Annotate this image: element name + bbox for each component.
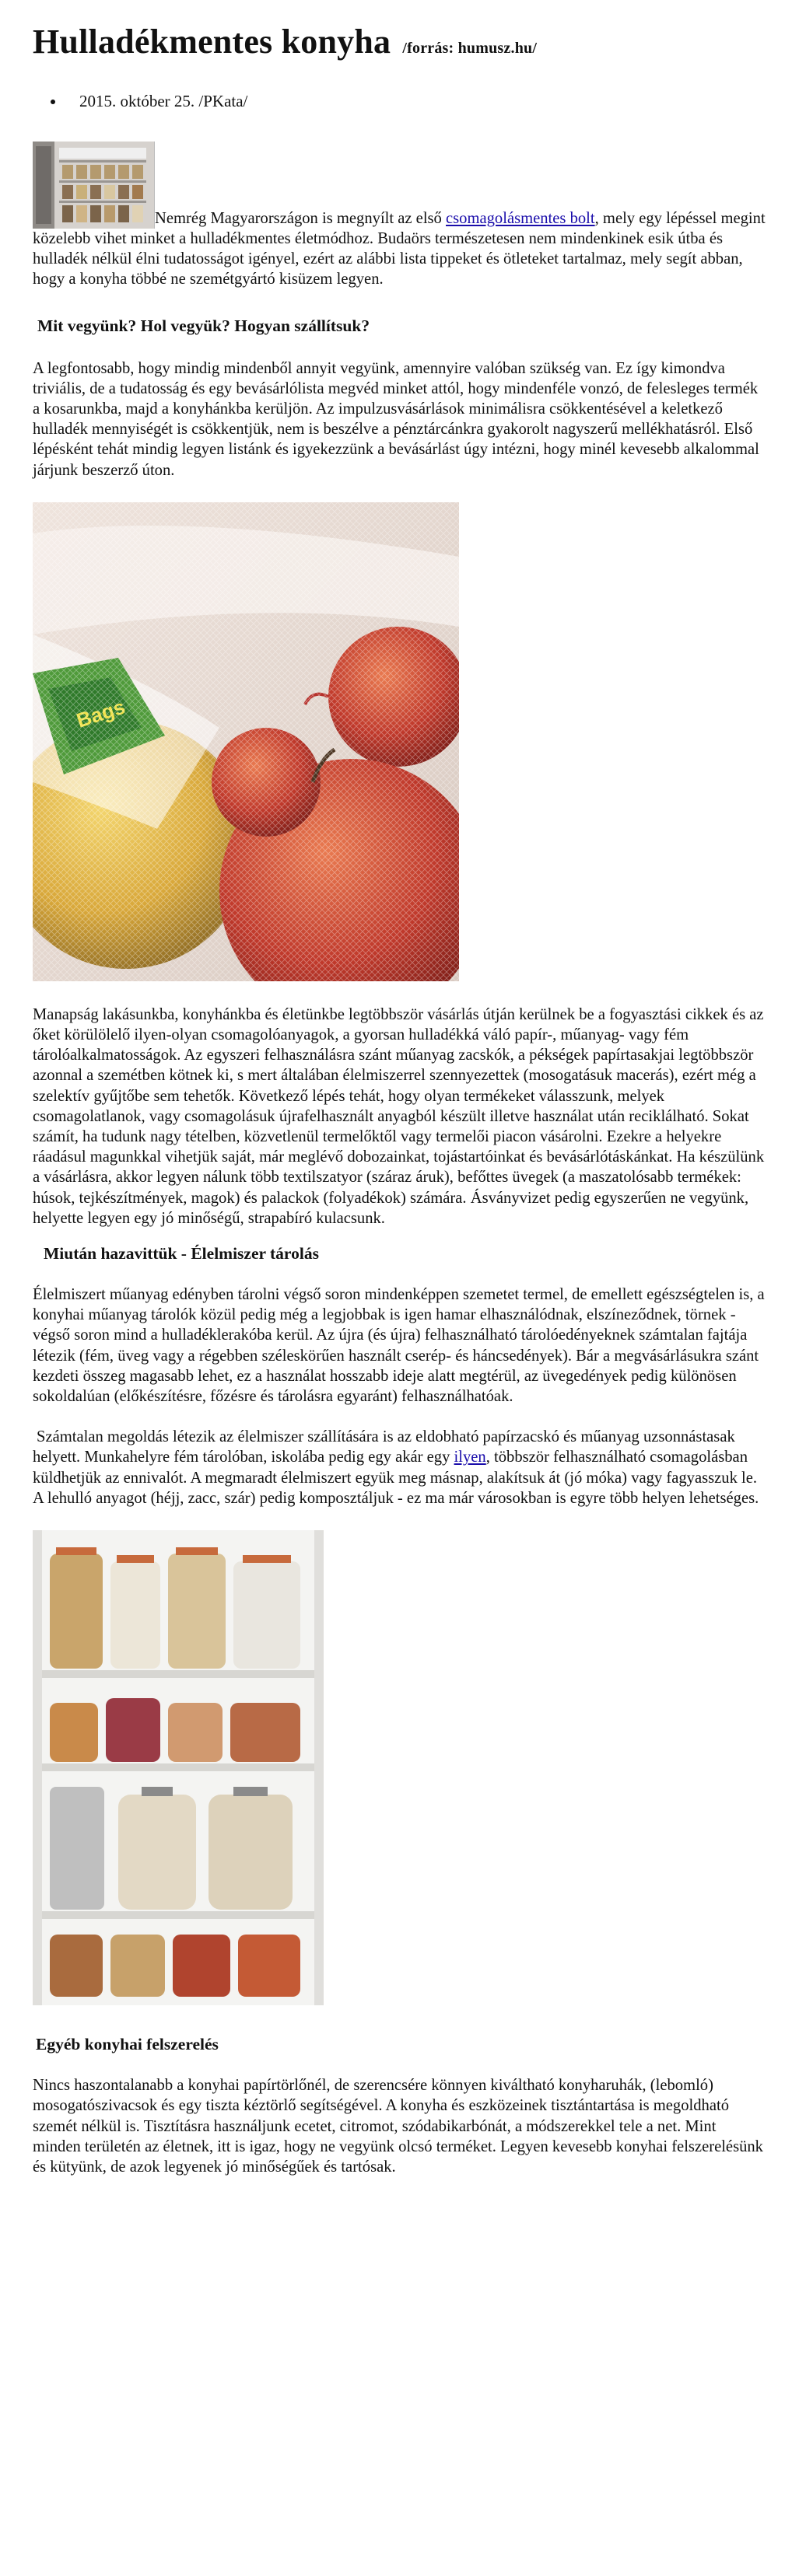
reusable-wrap-link[interactable]: ilyen [454, 1449, 486, 1466]
intro-text-after-link: , mely egy lépéssel megint közelebb vihet minket a hulladékmentes életmódhoz. Budaörs természetesen nem mindenkinek esik útba és hulladék nélkül élni tudatosságot igényel, ezért az alábbi lista tippeket és ötleteket tartalmaz, mely segít abban, hogy a konyha többé ne szemétgyártó kisüzem legyen. [33, 209, 766, 288]
apples-in-mesh-bag-image [33, 502, 459, 981]
section-heading-equipment: Egyéb konyhai felszerelés [36, 2035, 219, 2054]
package-free-shop-link[interactable]: csomagolásmentes bolt [446, 209, 595, 227]
equipment-paragraph-1: Nincs haszontalanabb a konyhai papírtörlőnél, de szerencsére könnyen kiváltható konyharuhák, (lebomló) mosogatószivacsok és egy tiszta kéztörlő segítségével. A konyha és eszközeinek tisztántartása is megoldható szemét nélkül is. Tisztításra használjunk ecetet, citromot, szódabikarbónát, a módszerekkel tele a net. Mint minden területén az életnek, itt is igaz, hogy ne vegyünk olcsó terméket. Legyen kevesebb konyhai felszerelésünk és kütyünk, de azok legyenek jó minőségűek és tartósak. [33, 2077, 763, 2176]
section-heading-storage: Miután hazavittük - Élelmiszer tárolás [44, 1244, 319, 1264]
jar-row-4 [50, 1935, 300, 1997]
storage-paragraph-1: Élelmiszert műanyag edényben tárolni végső soron mindenképpen szemetet termel, de emellett egészségtelen is, a konyhai műanyag tárolók közül pedig még a legjobbak is igen hamar elhasználódnak, elszíneződnek, törnek - végső soron mind a hulladéklerakóba kerül. Az újra (és újra) felhasználható tárolóedényeknek számtalan fajtája létezik (fém, üveg vagy a régebben széleskörűen használt cserép- és háncsedények). Bár a megvásárlásukra szánt kezdeti összeg magasabb lehet, ez a használat hosszabb ideje alatt megtérül, az üvegedények pedig különösen sokoldalúan (előkészítésre, főzésre és tárolásra egyaránt) felhasználhatóak. [33, 1286, 765, 1406]
article-title [33, 20, 766, 70]
article-title-text: Hulladékmentes konyha [33, 23, 391, 61]
section-heading-shopping: Mit vegyünk? Hol vegyük? Hogyan szállítsuk? [37, 316, 370, 335]
storage-text-after-link: , többször felhasználható csomagolásban küldhetjük az ennivalót. A megmaradt élelmiszert együk meg másnap, alakítsuk át (jó móka) vagy fagyasszuk le. A lehulló anyagot (héjj, zacc, szár) pedig komposztáljuk - ez ma már városokban is egyre több helyen lehetséges. [33, 1449, 759, 1507]
article-meta-list [33, 90, 766, 112]
shop-thumbnail-graphic [33, 142, 154, 229]
storage-text-before-link: Számtalan megoldás létezik az élelmiszer szállítására is az eldobható papírzacskó és műanyag uzsonnástasak helyett. Munkahelyre fém tárolóban, iskolába pedig egy akár egy [33, 1428, 735, 1466]
shopping-paragraph-2: Manapság lakásunkba, konyhánkba és életünkbe legtöbbször vásárlás útján kerülnek be a fogyasztási cikkek és az őket körülölelő ilyen-olyan csomagolóanyagok, a gyorsan hulladékká váló papír-, műanyag- vagy fém tárolóalkalmatosságok. Az egyszeri felhasználásra szánt műanyag zacskók, a pékségek papírtasakjai legtöbbször azonnal a szemétben kötnek ki, s mert általában élelmiszerrel szennyezettek (mosogatásuk macerás), ezért még a szelektív gyűjtőbe sem tehetők. Következő lépés tehát, hogy olyan termékeket válasszunk, melyek csomagolatlanok, vagy csomagolásuk újrafelhasznált anyagból készült illetve használat után reciklálható. Sokat számít, ha tudunk nagy tételben, közvetlenül termelőktől vagy termelői piacon vásárolni. Ezekre a helyekre ráadásul magunkkal vihetjük saját, már meglévő dobozainkat, tojástartóinkat és bevásárlótáskánkat. Ha készülünk a vásárlásra, akkor legyen nálunk több textilszatyor (száraz áruk), befőttes üvegek (a maszatolósabb termékek: húsok, tejkészítmények, magok) és palackok (folyadékok) számára. Ásványvizet pedig egyszerűen ne vegyünk, helyette legyen egy jó minőségű, strapabíró kulacsunk. [33, 1005, 765, 1227]
jar-row-1 [50, 1547, 300, 1669]
intro-paragraph [33, 142, 766, 290]
article-date-author: • 2015. október 25. /PKata/ [65, 90, 766, 112]
glass-jars-pantry-image [33, 1530, 324, 2005]
intro-text-before-link: Nemrég Magyarországon is megnyílt az első [155, 209, 447, 227]
article-source: /forrás: humusz.hu/ [402, 40, 538, 57]
storage-paragraph-2 [33, 1427, 766, 1508]
jar-row-3 [50, 1787, 293, 1910]
shopping-paragraph-1: A legfontosabb, hogy mindig mindenből annyit vegyünk, amennyire valóban szükség van. Ez így kimondva triviális, de a tudatosság és egy bevásárlólista megvéd minket attól, hogy mindenféle vonzó, de felesleges termék a kosarunkba, majd a konyhánkba kerüljön. Az impulzusvásárlások minimálisra csökkentésével a keletkező hulladék mennyiségét is csökkentjük, nem is beszélve a pénztárcánkra gyakorolt nagyszerű mellékhatásról. Első lépésként tehát mindig legyen listánk és igyekezzünk a bevásárlást úgy intézni, hogy minél kevesebb alkalommal járjunk beszerző úton. [33, 359, 759, 479]
jar-row-2 [50, 1698, 300, 1762]
shop-thumbnail-image [33, 142, 155, 229]
